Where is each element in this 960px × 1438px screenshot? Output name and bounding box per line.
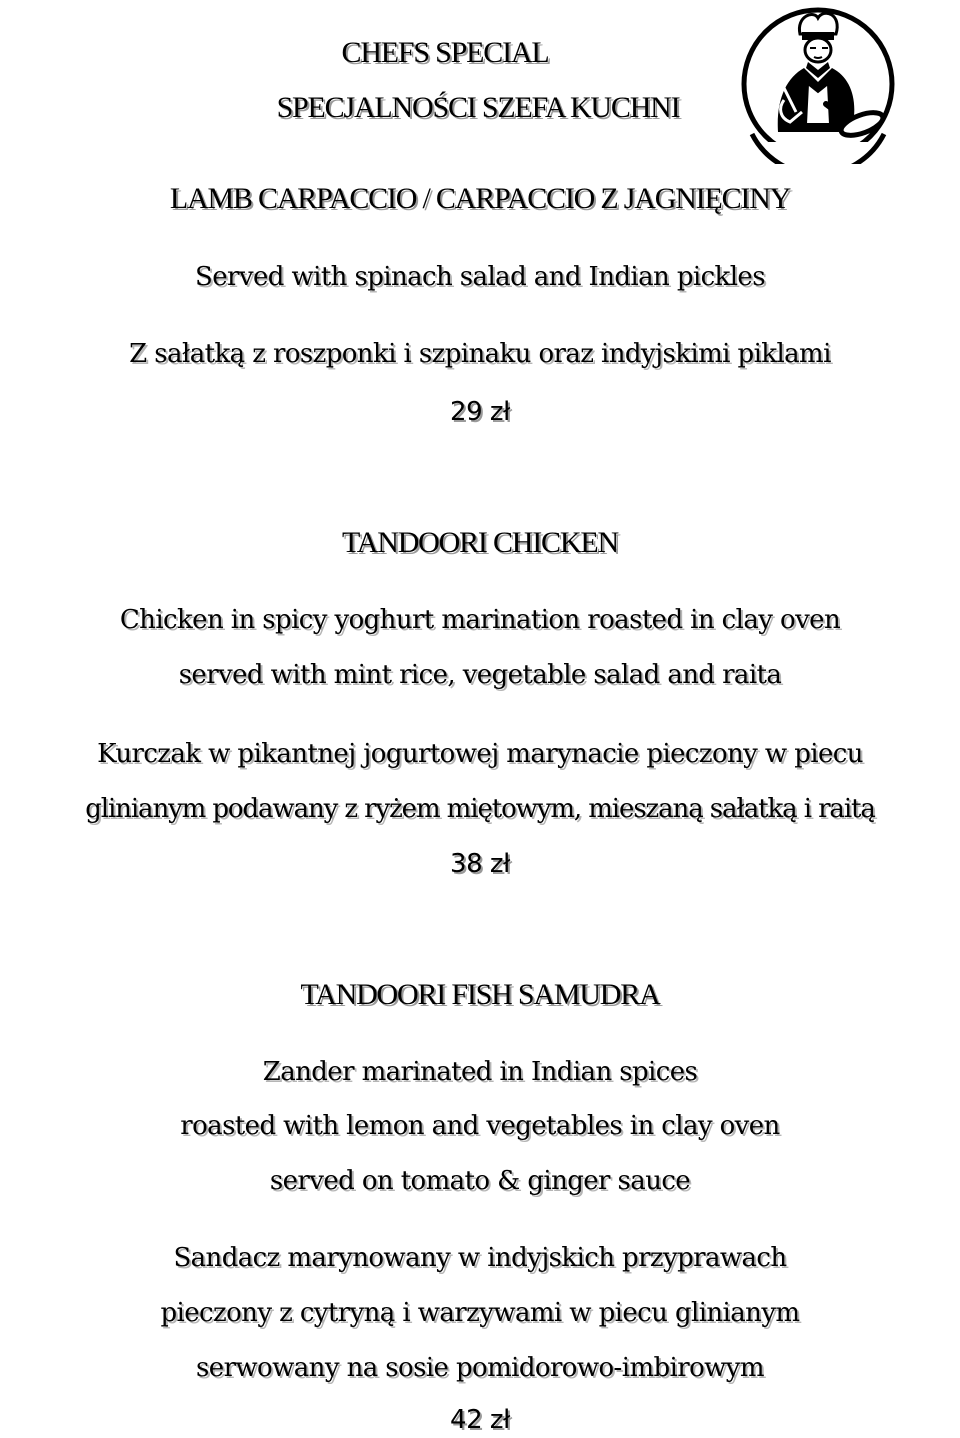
dish-description-pl: Sandacz marynowany w indyjskich przyprawach — [173, 1243, 787, 1273]
dish-description-pl: serwowany na sosie pomidorowo-imbirowym — [196, 1353, 764, 1383]
dish-name-lamb-carpaccio: LAMB CARPACCIO / CARPACCIO Z JAGNIĘCINY — [169, 182, 791, 215]
dish-description-en: Zander marinated in Indian spices — [262, 1057, 698, 1087]
dish-description-en: served on tomato & ginger sauce — [269, 1166, 691, 1196]
dish-description-pl: Kurczak w pikantnej jogurtowej marynacie pieczony w piecu — [97, 739, 863, 769]
dish-price: 29 zł — [450, 397, 510, 427]
chef-icon — [738, 4, 898, 164]
dish-description-pl: Z sałatką z roszponki i szpinaku oraz indyjskimi piklami — [129, 339, 831, 369]
dish-price: 38 zł — [450, 849, 510, 879]
dish-description-pl: glinianym podawany z ryżem miętowym, mieszaną sałatką i raitą — [85, 794, 875, 824]
menu-title-en: CHEFS SPECIAL — [341, 36, 549, 69]
dish-description-en: roasted with lemon and vegetables in clay oven — [180, 1111, 780, 1141]
dish-description-en: Chicken in spicy yoghurt marination roasted in clay oven — [119, 605, 841, 635]
dish-description-pl: pieczony z cytryną i warzywami w piecu glinianym — [160, 1298, 800, 1328]
dish-description-en: served with mint rice, vegetable salad and raita — [178, 660, 782, 690]
dish-description-en: Served with spinach salad and Indian pickles — [195, 262, 765, 292]
dish-name-tandoori-chicken: TANDOORI CHICKEN — [342, 526, 618, 559]
dish-name-tandoori-fish-samudra: TANDOORI FISH SAMUDRA — [300, 978, 660, 1011]
menu-title-pl: SPECJALNOŚCI SZEFA KUCHNI — [276, 91, 680, 124]
dish-price: 42 zł — [450, 1405, 510, 1435]
